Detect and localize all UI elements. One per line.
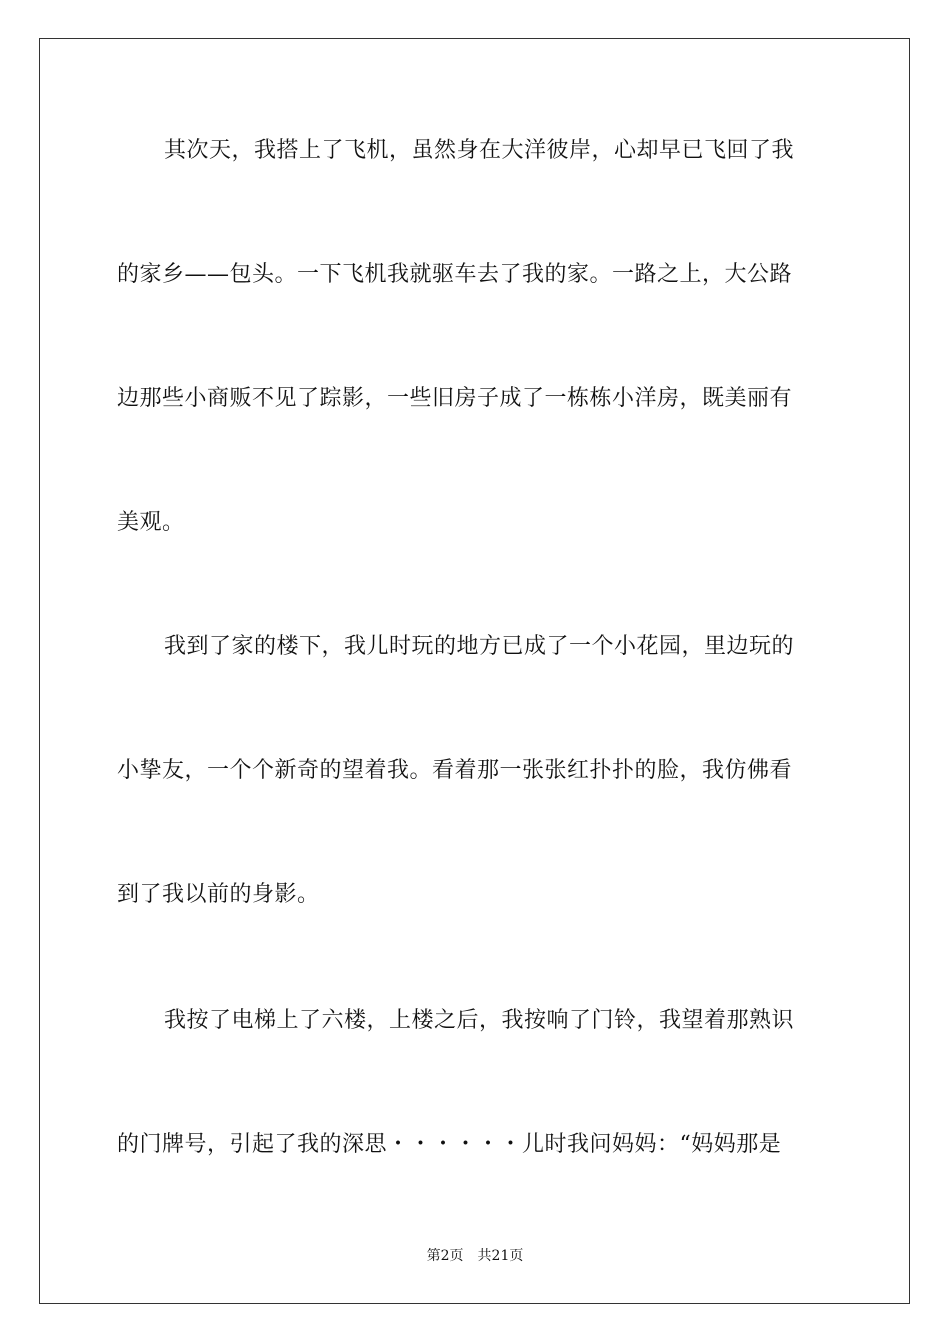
page-number: 第2页	[426, 1248, 464, 1264]
paragraph-3-line-1: 我按了电梯上了六楼，上楼之后，我按响了门铃，我望着那熟识	[164, 1008, 795, 1033]
page-border	[39, 38, 910, 1304]
page-footer	[0, 1247, 950, 1265]
paragraph-2-line-2: 小挚友，一个个新奇的望着我。看着那一张张红扑扑的脸，我仿佛看	[117, 758, 793, 783]
paragraph-3-line-2: 的门牌号，引起了我的深思・・・・・・儿时我问妈妈：“妈妈那是	[117, 1132, 782, 1157]
paragraph-2-line-3: 到了我以前的身影。	[117, 882, 320, 907]
paragraph-1-line-3: 边那些小商贩不见了踪影，一些旧房子成了一栋栋小洋房，既美丽有	[117, 386, 793, 411]
paragraph-1-line-2: 的家乡——包头。一下飞机我就驱车去了我的家。一路之上，大公路	[117, 262, 793, 287]
paragraph-1-line-4: 美观。	[117, 510, 185, 535]
paragraph-2-line-1: 我到了家的楼下，我儿时玩的地方已成了一个小花园，里边玩的	[164, 634, 795, 659]
total-pages: 共21页	[477, 1248, 524, 1264]
paragraph-1-line-1: 其次天，我搭上了飞机，虽然身在大洋彼岸，心却早已飞回了我	[164, 138, 795, 163]
